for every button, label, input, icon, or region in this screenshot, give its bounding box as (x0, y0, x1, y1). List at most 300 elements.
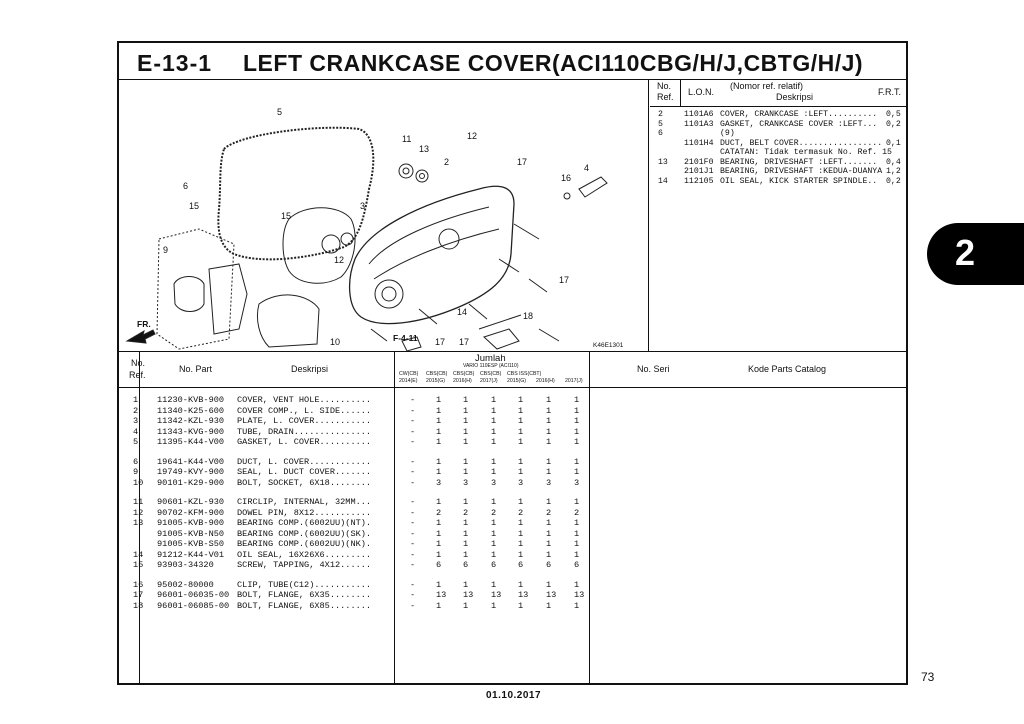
ref-frt: 0,5 (886, 110, 901, 119)
quantity-cell: 1 (574, 600, 580, 611)
part-number-cell: 90601-KZL-930 (157, 497, 225, 507)
part-number-cell: 96001-06035-00 (157, 590, 230, 600)
quantity-cell: 1 (491, 437, 497, 447)
ref-cell: 3 (133, 416, 139, 426)
quantity-cell: 1 (436, 426, 442, 437)
quantity-cell: 6 (463, 560, 469, 570)
quantity-cell: 2 (546, 507, 552, 518)
quantity-cell: 1 (436, 539, 442, 549)
table-row (119, 590, 906, 601)
quantity-cell: 1 (546, 467, 552, 477)
quantity-cell: 13 (574, 590, 585, 600)
table-row (119, 580, 906, 591)
quantity-cell: 1 (463, 467, 469, 477)
ref-lon: 1101H4 (684, 138, 714, 148)
quantity-cell: 1 (518, 539, 524, 549)
quantity-cell: 1 (491, 467, 497, 477)
table-row (119, 457, 906, 468)
quantity-cell: - (410, 560, 416, 570)
quantity-cell: 1 (436, 528, 442, 539)
quantity-cell: 1 (518, 426, 524, 437)
quantity-cell: 1 (546, 395, 552, 405)
description-cell: BOLT, SOCKET, 6X18........ (237, 477, 372, 488)
quantity-cell: - (410, 497, 416, 507)
part-number-cell: 19641-K44-V00 (157, 456, 225, 467)
drain-tube-outline (579, 177, 607, 197)
labor-ref-row (650, 158, 908, 167)
quantity-cell: - (410, 507, 416, 518)
quantity-cell: 1 (491, 416, 497, 426)
part-number-cell: 93903-34320 (157, 560, 214, 570)
diagram-callouts (137, 107, 624, 351)
quantity-cell: 1 (518, 437, 524, 447)
quantity-cell: 1 (463, 539, 469, 549)
ref-lon: 112105 (684, 176, 714, 186)
quantity-cell: - (410, 477, 416, 488)
table-row (119, 560, 906, 571)
quantity-cell: 1 (518, 600, 524, 611)
vent-cover-outline (257, 295, 319, 347)
part-number-cell: 11340-K25-600 (157, 405, 225, 416)
callout: 17 (459, 337, 470, 347)
part-number-cell: 11343-KVG-900 (157, 426, 225, 437)
parts-jumlah-header: Jumlah (475, 353, 506, 364)
part-number-cell: 11395-K44-V00 (157, 437, 225, 447)
quantity-cell: 1 (518, 518, 524, 528)
callout: 13 (419, 144, 430, 154)
ref-cell: 5 (133, 437, 139, 447)
quantity-cell: 1 (436, 549, 442, 560)
quantity-cell: 1 (436, 600, 442, 611)
quantity-cell: 2 (574, 507, 580, 518)
ref-no: 13 (658, 157, 668, 167)
variant-label: CW(CB) (399, 371, 419, 377)
quantity-cell: 1 (546, 497, 552, 507)
quantity-cell: 1 (574, 456, 580, 467)
quantity-cell: 2 (518, 507, 524, 518)
ref-frt: 0,2 (886, 176, 901, 186)
year-label: 2015(G) (426, 378, 446, 384)
quantity-cell: 1 (546, 405, 552, 416)
vent-hole-cover-outline (484, 329, 519, 349)
parts-model-header: VARIO 110ESP (ACI110) (463, 363, 519, 369)
figure-ref-label: F-4-11 (393, 333, 418, 343)
plate-outline (283, 208, 355, 284)
ref-desc: BEARING, DRIVESHAFT :LEFT....... (720, 157, 878, 167)
part-number-cell: 11230-KVB-900 (157, 395, 225, 405)
quantity-cell: 1 (491, 456, 497, 467)
part-number-cell: 95002-80000 (157, 579, 214, 590)
parts-partno-header: No. Part (179, 364, 213, 374)
description-cell: CLIP, TUBE(C12)........... (237, 579, 372, 590)
ref-frt: 0,4 (886, 157, 901, 167)
quantity-cell: 1 (491, 528, 497, 539)
ref-cell: 12 (133, 507, 144, 518)
ref-cell: 4 (133, 426, 139, 437)
quantity-cell: 1 (463, 528, 469, 539)
quantity-cell: 1 (436, 405, 442, 416)
quantity-cell: 1 (436, 467, 442, 477)
quantity-cell: 1 (463, 405, 469, 416)
quantity-cell: 6 (518, 560, 524, 570)
ref-cell: 13 (133, 518, 144, 528)
ref-no: 5 (658, 119, 663, 129)
quantity-cell: 1 (491, 497, 497, 507)
ref-desc: GASKET, CRANKCASE COVER :LEFT... (720, 119, 878, 129)
callout: 5 (277, 107, 283, 117)
quantity-cell: 1 (463, 579, 469, 590)
table-row (119, 539, 906, 550)
quantity-cell: 13 (436, 590, 447, 600)
callout: 3 (360, 201, 366, 211)
ref-frt: 0,2 (886, 119, 901, 129)
callout: 17 (435, 337, 446, 347)
quantity-cell: 1 (546, 456, 552, 467)
quantity-cell: - (410, 416, 416, 426)
ref-cell: 16 (133, 579, 144, 590)
quantity-cell: 1 (574, 405, 580, 416)
quantity-cell: 6 (491, 560, 497, 570)
quantity-cell: 1 (546, 528, 552, 539)
quantity-cell: 6 (436, 560, 442, 570)
ref-cell: 17 (133, 590, 144, 600)
callout: 14 (457, 307, 468, 317)
table-row (119, 601, 906, 612)
quantity-cell: 13 (463, 590, 474, 600)
part-number-cell: 96001-06085-00 (157, 600, 230, 611)
ref-lon: 1101A6 (684, 110, 714, 119)
quantity-cell: 1 (491, 518, 497, 528)
chapter-number: 2 (955, 232, 976, 273)
quantity-cell: 1 (491, 600, 497, 611)
quantity-cell: 6 (574, 560, 580, 570)
quantity-cell: - (410, 395, 416, 405)
chapter-tab (927, 223, 1024, 285)
quantity-cell: 1 (491, 426, 497, 437)
ref-desc: DUCT, BELT COVER................. (720, 138, 883, 148)
quantity-cell: - (410, 518, 416, 528)
callout: 2 (444, 157, 450, 167)
quantity-cell: 1 (436, 579, 442, 590)
table-row (119, 508, 906, 519)
ref-cell: 10 (133, 477, 144, 488)
quantity-cell: 1 (574, 437, 580, 447)
ref-no: 2 (658, 110, 663, 119)
variant-label: CBS(CB) (453, 371, 475, 377)
diagram-code: K46E1301 (593, 342, 624, 349)
section-title-bar (119, 43, 906, 80)
quantity-cell: 1 (463, 416, 469, 426)
table-row (119, 437, 906, 448)
part-number-cell: 91005-KVB-S50 (157, 539, 225, 549)
ref-desc-header: Deskripsi (776, 92, 814, 102)
quantity-cell: 3 (436, 477, 442, 488)
quantity-cell: 1 (518, 456, 524, 467)
parts-ref-header: Ref. (129, 370, 146, 380)
callout: 15 (281, 211, 292, 221)
quantity-cell: 1 (546, 579, 552, 590)
quantity-cell: 2 (436, 507, 442, 518)
quantity-cell: - (410, 600, 416, 611)
callout: 12 (467, 131, 478, 141)
part-number-cell: 19749-KVY-900 (157, 467, 225, 477)
quantity-cell: - (410, 467, 416, 477)
ref-desc: BEARING, DRIVESHAFT :KEDUA-DUANYA (720, 167, 883, 176)
quantity-cell: - (410, 539, 416, 549)
description-cell: BOLT, FLANGE, 6X85........ (237, 600, 372, 611)
quantity-cell: 1 (436, 456, 442, 467)
quantity-cell: 1 (463, 497, 469, 507)
description-cell: TUBE, DRAIN............... (237, 426, 372, 437)
quantity-cell: - (410, 590, 416, 600)
ref-cell: 1 (133, 395, 139, 405)
catalog-page-frame (117, 41, 908, 685)
quantity-cell: - (410, 405, 416, 416)
quantity-cell: 1 (518, 549, 524, 560)
quantity-cell: 1 (436, 497, 442, 507)
quantity-cell: 1 (518, 395, 524, 405)
ref-nomor-header: (Nomor ref. relatif) (730, 81, 804, 91)
ref-frt: 1,2 (886, 167, 901, 176)
ref-cell: 9 (133, 467, 139, 477)
seal-outline (174, 277, 204, 312)
labor-ref-table (650, 79, 908, 351)
quantity-cell: 1 (436, 518, 442, 528)
quantity-cell: 1 (518, 416, 524, 426)
exploded-diagram-drawing (119, 79, 648, 351)
labor-ref-header (650, 79, 908, 107)
parts-table-header (119, 351, 906, 388)
quantity-cell: 3 (463, 477, 469, 488)
ref-no: 6 (658, 129, 663, 138)
table-row (119, 416, 906, 427)
callout: 16 (561, 173, 572, 183)
quantity-cell: 1 (463, 426, 469, 437)
ref-cell: 18 (133, 600, 144, 611)
quantity-cell: 1 (518, 467, 524, 477)
year-label: 2017(J) (565, 378, 583, 384)
part-number-cell: 11342-KZL-930 (157, 416, 225, 426)
quantity-cell: 1 (574, 395, 580, 405)
description-cell: OIL SEAL, 16X26X6......... (237, 549, 372, 560)
quantity-cell: 1 (574, 497, 580, 507)
parts-no-header: No. (131, 358, 146, 368)
quantity-cell: 1 (546, 549, 552, 560)
labor-ref-row (650, 177, 908, 186)
ref-cell: 14 (133, 549, 144, 560)
ref-cell: 6 (133, 456, 139, 467)
quantity-cell: 1 (518, 497, 524, 507)
ref-lon: 1101A3 (684, 119, 714, 129)
section-title: LEFT CRANKCASE COVER(ACI110CBG/H/J,CBTG/H/J) (243, 50, 864, 76)
quantity-cell: 13 (491, 590, 502, 600)
table-row (119, 529, 906, 540)
page-number: 73 (921, 670, 935, 684)
quantity-cell: 1 (574, 579, 580, 590)
quantity-cell: 1 (491, 579, 497, 590)
labor-ref-row (650, 167, 908, 176)
quantity-cell: 1 (463, 518, 469, 528)
quantity-cell: 3 (574, 477, 580, 488)
quantity-cell: 1 (574, 518, 580, 528)
ref-ref-header: Ref. (657, 92, 674, 102)
part-number-cell: 91005-KVB-N50 (157, 528, 225, 539)
quantity-cell: 3 (518, 477, 524, 488)
table-row (119, 478, 906, 489)
callout: 11 (402, 134, 412, 144)
table-row (119, 427, 906, 438)
quantity-cell: 1 (436, 437, 442, 447)
quantity-cell: 13 (518, 590, 529, 600)
ref-frt-header: F.R.T. (878, 87, 902, 97)
ref-frt: 0,1 (886, 138, 901, 148)
duct-cover-outline (209, 264, 247, 334)
quantity-cell: 1 (546, 600, 552, 611)
quantity-cell: 1 (518, 405, 524, 416)
table-row (119, 550, 906, 561)
part-number-cell: 91212-K44-V01 (157, 549, 225, 560)
part-number-cell: 90702-KFM-900 (157, 507, 225, 518)
description-cell: DUCT, L. COVER............ (237, 456, 372, 467)
description-cell: SCREW, TAPPING, 4X12...... (237, 560, 372, 570)
description-cell: BEARING COMP.(6002UU)(NK). (237, 539, 372, 549)
variant-label: CBS(CB) (480, 371, 502, 377)
callout: 12 (334, 255, 345, 265)
description-cell: BEARING COMP.(6002UU)(SK). (237, 528, 372, 539)
print-date: 01.10.2017 (486, 690, 542, 701)
quantity-cell: 1 (574, 549, 580, 560)
variant-label: CBS(CB) (426, 371, 448, 377)
callout: 17 (517, 157, 528, 167)
quantity-cell: 1 (518, 528, 524, 539)
ref-lon-header: L.O.N. (688, 87, 715, 97)
ref-cell: 2 (133, 405, 139, 416)
quantity-cell: 1 (546, 437, 552, 447)
callout: 6 (183, 181, 189, 191)
quantity-cell: 1 (463, 437, 469, 447)
ref-lon: 2101F0 (684, 157, 714, 167)
ref-cell: 11 (133, 497, 144, 507)
quantity-cell: 1 (574, 539, 580, 549)
labor-ref-row (650, 139, 908, 148)
description-cell: BEARING COMP.(6002UU)(NT). (237, 518, 372, 528)
exploded-diagram (119, 79, 649, 351)
quantity-cell: 1 (463, 549, 469, 560)
callout: 17 (559, 275, 570, 285)
fr-label: FR. (137, 319, 151, 329)
ref-desc: (9) (720, 129, 735, 138)
year-label: 2014(E) (399, 378, 418, 384)
quantity-cell: 2 (491, 507, 497, 518)
ref-no-header: No. (657, 81, 672, 91)
description-cell: COVER COMP., L. SIDE...... (237, 405, 372, 416)
parts-seri-header: No. Seri (637, 364, 670, 374)
callout: 15 (189, 201, 200, 211)
duct-outline (157, 229, 234, 349)
ref-desc: OIL SEAL, KICK STARTER SPINDLE.. (720, 176, 878, 186)
ref-lon: 2101J1 (684, 167, 714, 176)
fr-arrow (127, 330, 155, 343)
quantity-cell: 1 (436, 416, 442, 426)
labor-ref-row (650, 110, 908, 119)
quantity-cell: 1 (463, 600, 469, 611)
quantity-cell: - (410, 426, 416, 437)
part-number-cell: 91005-KVB-900 (157, 518, 225, 528)
quantity-cell: 1 (491, 539, 497, 549)
labor-ref-row (650, 129, 908, 138)
quantity-cell: 1 (491, 405, 497, 416)
ref-desc: CATATAN: Tidak termasuk No. Ref. 15 (720, 148, 892, 157)
quantity-cell: 6 (546, 560, 552, 570)
description-cell: GASKET, L. COVER.......... (237, 437, 372, 447)
quantity-cell: 1 (546, 426, 552, 437)
year-label: 2017(J) (480, 378, 498, 384)
table-row (119, 467, 906, 478)
table-row (119, 406, 906, 417)
labor-ref-row (650, 148, 908, 157)
parts-desc-header: Deskripsi (291, 364, 329, 374)
quantity-cell: 3 (491, 477, 497, 488)
callout: 9 (163, 245, 169, 255)
variant-label: CBS ISS(CBT) (507, 371, 542, 377)
year-label: 2016(H) (536, 378, 555, 384)
quantity-cell: 1 (436, 395, 442, 405)
quantity-cell: 13 (546, 590, 557, 600)
callout: 18 (523, 311, 534, 321)
year-label: 2016(H) (453, 378, 472, 384)
description-cell: PLATE, L. COVER........... (237, 416, 372, 426)
description-cell: COVER, VENT HOLE.......... (237, 395, 372, 405)
quantity-cell: 1 (518, 579, 524, 590)
callout: 10 (330, 337, 341, 347)
quantity-cell: 1 (546, 518, 552, 528)
table-row (119, 395, 906, 406)
quantity-cell: 3 (546, 477, 552, 488)
quantity-cell: - (410, 549, 416, 560)
quantity-cell: 1 (546, 416, 552, 426)
quantity-cell: 1 (574, 467, 580, 477)
quantity-cell: 1 (463, 456, 469, 467)
table-row (119, 497, 906, 508)
description-cell: DOWEL PIN, 8X12........... (237, 507, 372, 518)
ref-desc: COVER, CRANKCASE :LEFT.......... (720, 110, 878, 119)
quantity-cell: - (410, 528, 416, 539)
description-cell: BOLT, FLANGE, 6X35........ (237, 590, 372, 600)
quantity-cell: 2 (463, 507, 469, 518)
ref-no: 14 (658, 176, 668, 186)
quantity-cell: 1 (463, 395, 469, 405)
quantity-cell: 1 (491, 549, 497, 560)
ref-cell: 15 (133, 560, 144, 570)
quantity-cell: 1 (491, 395, 497, 405)
part-number-cell: 90101-K29-900 (157, 477, 225, 488)
quantity-cell: - (410, 579, 416, 590)
quantity-cell: - (410, 437, 416, 447)
quantity-cell: - (410, 456, 416, 467)
section-code: E-13-1 (137, 50, 213, 76)
labor-ref-row (650, 120, 908, 129)
description-cell: CIRCLIP, INTERNAL, 32MM... (237, 497, 372, 507)
main-cover-outline (350, 186, 514, 323)
quantity-cell: 1 (574, 426, 580, 437)
quantity-cell: 1 (574, 528, 580, 539)
description-cell: SEAL, L. DUCT COVER....... (237, 467, 372, 477)
gasket-outline (218, 128, 373, 260)
parts-kode-header: Kode Parts Catalog (748, 364, 827, 374)
quantity-cell: 1 (574, 416, 580, 426)
year-label: 2015(G) (507, 378, 527, 384)
table-row (119, 518, 906, 529)
